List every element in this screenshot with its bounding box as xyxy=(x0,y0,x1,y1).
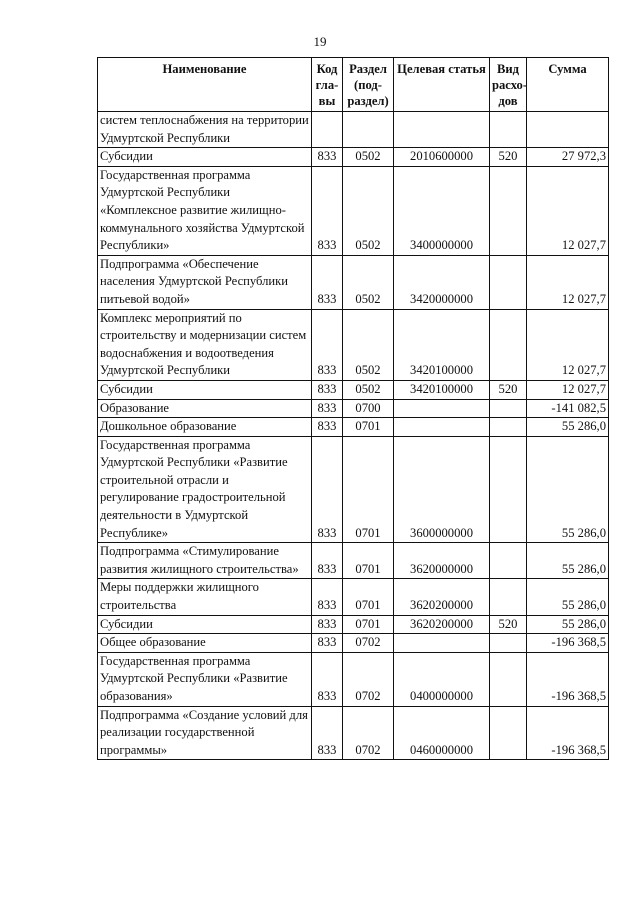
cell-code: 833 xyxy=(312,634,343,653)
cell-name: Подпрограмма «Обеспечение населения Удмуртской Республики питьевой водой» xyxy=(98,255,312,309)
cell-type xyxy=(490,543,527,579)
cell-name: Общее образование xyxy=(98,634,312,653)
cell-name: Государственная программа Удмуртской Республики «Комплексное развитие жилищно-коммунального хозяйства Удмуртской Республики» xyxy=(98,166,312,255)
cell-name: Субсидии xyxy=(98,380,312,399)
cell-name: Меры поддержки жилищного строительства xyxy=(98,579,312,615)
cell-code: 833 xyxy=(312,148,343,167)
cell-code: 833 xyxy=(312,418,343,437)
cell-type xyxy=(490,399,527,418)
cell-name: Государственная программа Удмуртской Республики «Развитие строительной отрасли и регулирование градостроительной деятельности в Удмуртской Республике» xyxy=(98,436,312,543)
table-row xyxy=(98,579,609,615)
cell-target: 3420100000 xyxy=(394,309,490,380)
cell-code: 833 xyxy=(312,399,343,418)
cell-code xyxy=(312,112,343,148)
cell-code: 833 xyxy=(312,309,343,380)
cell-sum: 55 286,0 xyxy=(527,418,609,437)
cell-target: 0460000000 xyxy=(394,706,490,760)
cell-target xyxy=(394,634,490,653)
cell-target: 3420100000 xyxy=(394,380,490,399)
cell-section xyxy=(343,112,394,148)
cell-section: 0502 xyxy=(343,380,394,399)
cell-type xyxy=(490,436,527,543)
cell-type: 520 xyxy=(490,615,527,634)
cell-sum: -196 368,5 xyxy=(527,706,609,760)
cell-section: 0502 xyxy=(343,148,394,167)
budget-table xyxy=(97,57,609,760)
table-row xyxy=(98,380,609,399)
cell-name: Образование xyxy=(98,399,312,418)
cell-type xyxy=(490,706,527,760)
cell-target: 3420000000 xyxy=(394,255,490,309)
cell-name: Комплекс мероприятий по строительству и модернизации систем водоснабжения и водоотведения Удмуртской Республики xyxy=(98,309,312,380)
cell-sum: 55 286,0 xyxy=(527,615,609,634)
table-row xyxy=(98,148,609,167)
cell-code: 833 xyxy=(312,436,343,543)
header-section: Раздел (под- раздел) xyxy=(343,58,394,112)
cell-target: 3620200000 xyxy=(394,579,490,615)
cell-target xyxy=(394,399,490,418)
cell-type xyxy=(490,418,527,437)
cell-name: Субсидии xyxy=(98,148,312,167)
cell-target xyxy=(394,418,490,437)
cell-section: 0701 xyxy=(343,436,394,543)
cell-name: Субсидии xyxy=(98,615,312,634)
cell-section: 0702 xyxy=(343,652,394,706)
header-name: Наименование xyxy=(98,58,312,112)
table-row xyxy=(98,418,609,437)
cell-target: 3620000000 xyxy=(394,543,490,579)
cell-target: 3600000000 xyxy=(394,436,490,543)
cell-name: Государственная программа Удмуртской Республики «Развитие образования» xyxy=(98,652,312,706)
cell-type xyxy=(490,112,527,148)
cell-sum xyxy=(527,112,609,148)
table-row xyxy=(98,652,609,706)
cell-section: 0701 xyxy=(343,418,394,437)
cell-section: 0502 xyxy=(343,166,394,255)
cell-type xyxy=(490,255,527,309)
cell-name: систем теплоснабжения на территории Удмуртской Республики xyxy=(98,112,312,148)
cell-section: 0502 xyxy=(343,309,394,380)
cell-sum: 55 286,0 xyxy=(527,436,609,543)
cell-code: 833 xyxy=(312,579,343,615)
table-row xyxy=(98,615,609,634)
cell-section: 0701 xyxy=(343,543,394,579)
cell-target: 3400000000 xyxy=(394,166,490,255)
table-row xyxy=(98,309,609,380)
cell-type xyxy=(490,166,527,255)
table-row xyxy=(98,706,609,760)
cell-section: 0700 xyxy=(343,399,394,418)
cell-target: 2010600000 xyxy=(394,148,490,167)
cell-target: 0400000000 xyxy=(394,652,490,706)
cell-type xyxy=(490,652,527,706)
cell-type xyxy=(490,579,527,615)
table-row xyxy=(98,399,609,418)
cell-sum: 55 286,0 xyxy=(527,543,609,579)
cell-sum: 55 286,0 xyxy=(527,579,609,615)
cell-type xyxy=(490,309,527,380)
cell-sum: -196 368,5 xyxy=(527,652,609,706)
cell-section: 0702 xyxy=(343,634,394,653)
cell-section: 0701 xyxy=(343,579,394,615)
cell-sum: 12 027,7 xyxy=(527,166,609,255)
header-sum: Сумма xyxy=(527,58,609,112)
table-row xyxy=(98,166,609,255)
cell-section: 0702 xyxy=(343,706,394,760)
cell-type xyxy=(490,634,527,653)
cell-code: 833 xyxy=(312,615,343,634)
cell-name: Подпрограмма «Создание условий для реализации государственной программы» xyxy=(98,706,312,760)
header-target: Целевая статья xyxy=(394,58,490,112)
cell-sum: -141 082,5 xyxy=(527,399,609,418)
header-type: Вид расхо- дов xyxy=(490,58,527,112)
cell-code: 833 xyxy=(312,380,343,399)
page-number: 19 xyxy=(313,34,327,49)
table-row xyxy=(98,112,609,148)
table-row xyxy=(98,436,609,543)
cell-code: 833 xyxy=(312,166,343,255)
table-row xyxy=(98,634,609,653)
table-row xyxy=(98,543,609,579)
cell-code: 833 xyxy=(312,706,343,760)
header-code: Код гла- вы xyxy=(312,58,343,112)
cell-target xyxy=(394,112,490,148)
cell-sum: 12 027,7 xyxy=(527,380,609,399)
cell-sum: 27 972,3 xyxy=(527,148,609,167)
cell-section: 0701 xyxy=(343,615,394,634)
cell-type: 520 xyxy=(490,148,527,167)
cell-code: 833 xyxy=(312,255,343,309)
cell-sum: 12 027,7 xyxy=(527,255,609,309)
cell-code: 833 xyxy=(312,652,343,706)
cell-sum: 12 027,7 xyxy=(527,309,609,380)
cell-type: 520 xyxy=(490,380,527,399)
cell-code: 833 xyxy=(312,543,343,579)
cell-target: 3620200000 xyxy=(394,615,490,634)
table-row xyxy=(98,255,609,309)
cell-section: 0502 xyxy=(343,255,394,309)
table-header-row xyxy=(98,58,609,112)
cell-name: Подпрограмма «Стимулирование развития жилищного строительства» xyxy=(98,543,312,579)
cell-sum: -196 368,5 xyxy=(527,634,609,653)
cell-name: Дошкольное образование xyxy=(98,418,312,437)
